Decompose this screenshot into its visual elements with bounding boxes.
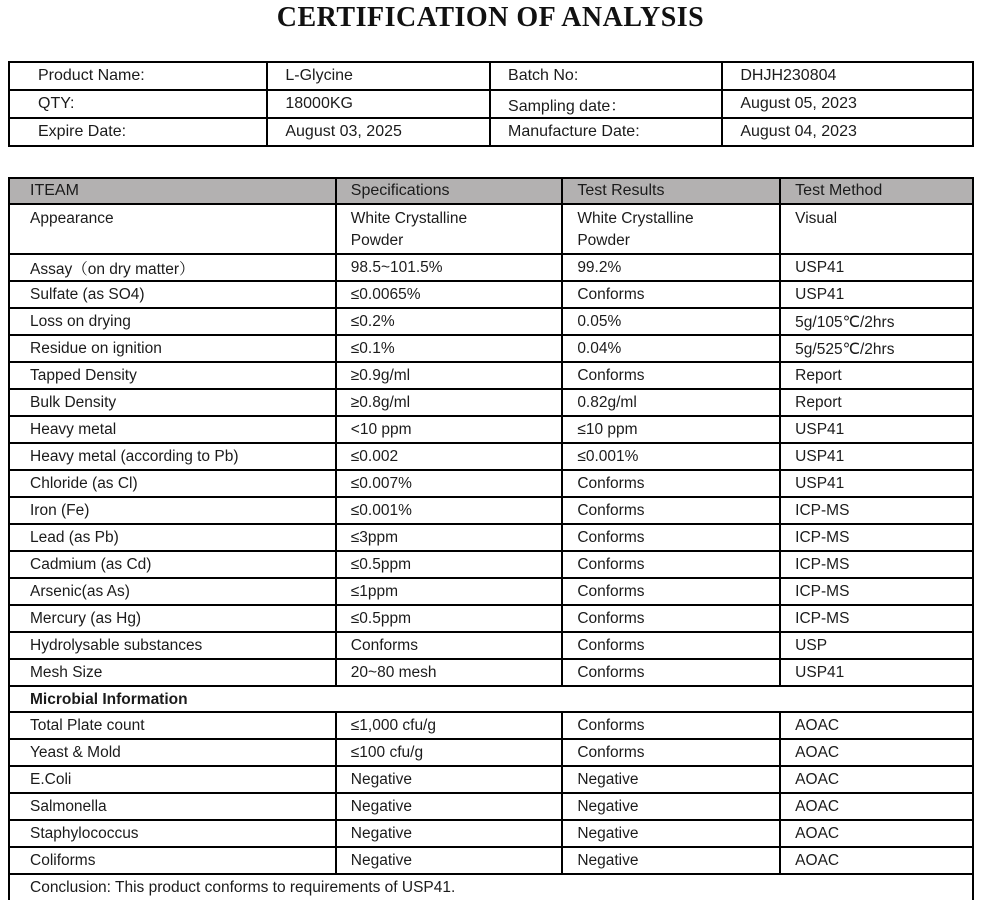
table-row xyxy=(9,578,973,605)
cell-method: USP41 xyxy=(780,659,973,686)
cell-item: Salmonella xyxy=(9,793,336,820)
info-label: Expire Date: xyxy=(9,118,267,146)
cell-method: AOAC xyxy=(780,820,973,847)
cell-method: Report xyxy=(780,362,973,389)
cell-result: 0.82g/ml xyxy=(562,389,780,416)
cell-item: Heavy metal (according to Pb) xyxy=(9,443,336,470)
cell-method: USP41 xyxy=(780,254,973,281)
info-value: L-Glycine xyxy=(267,62,490,90)
conclusion-text: Conclusion: This product conforms to requirements of USP41. xyxy=(9,874,973,900)
table-row xyxy=(9,524,973,551)
cell-result: Conforms xyxy=(562,632,780,659)
column-header-item: ITEAM xyxy=(9,178,336,204)
cell-spec: ≤0.5ppm xyxy=(336,605,563,632)
table-row xyxy=(9,443,973,470)
cell-result: Negative xyxy=(562,766,780,793)
table-row xyxy=(9,739,973,766)
cell-item: Bulk Density xyxy=(9,389,336,416)
cell-item: Mesh Size xyxy=(9,659,336,686)
cell-method: ICP-MS xyxy=(780,551,973,578)
info-value: August 03, 2025 xyxy=(267,118,490,146)
info-label: Product Name: xyxy=(9,62,267,90)
cell-spec: ≤0.2% xyxy=(336,308,563,335)
table-row xyxy=(9,335,973,362)
cell-item: Coliforms xyxy=(9,847,336,874)
cell-result: Conforms xyxy=(562,659,780,686)
table-row xyxy=(9,204,973,254)
cell-spec: ≤1ppm xyxy=(336,578,563,605)
cell-spec: 98.5~101.5% xyxy=(336,254,563,281)
cell-spec: ≤0.5ppm xyxy=(336,551,563,578)
cell-spec: Negative xyxy=(336,847,563,874)
cell-item: Yeast & Mold xyxy=(9,739,336,766)
cell-spec: ≤0.0065% xyxy=(336,281,563,308)
cell-item: Staphylococcus xyxy=(9,820,336,847)
cell-item: Tapped Density xyxy=(9,362,336,389)
table-row xyxy=(9,497,973,524)
table-row xyxy=(9,820,973,847)
cell-result: Conforms xyxy=(562,605,780,632)
cell-result: 99.2% xyxy=(562,254,780,281)
info-row xyxy=(9,118,973,146)
info-table xyxy=(8,61,974,147)
cell-result: Negative xyxy=(562,820,780,847)
cell-result: Conforms xyxy=(562,739,780,766)
cell-method: 5g/105℃/2hrs xyxy=(780,308,973,335)
cell-method: ICP-MS xyxy=(780,605,973,632)
cell-result: ≤0.001% xyxy=(562,443,780,470)
table-row xyxy=(9,847,973,874)
cell-result: Negative xyxy=(562,793,780,820)
cell-method: AOAC xyxy=(780,739,973,766)
info-label: QTY: xyxy=(9,90,267,118)
cell-method: ICP-MS xyxy=(780,524,973,551)
table-row xyxy=(9,362,973,389)
cell-method: ICP-MS xyxy=(780,578,973,605)
table-row xyxy=(9,470,973,497)
table-row xyxy=(9,793,973,820)
info-value: DHJH230804 xyxy=(722,62,973,90)
cell-method: 5g/525℃/2hrs xyxy=(780,335,973,362)
cell-spec: ≤0.002 xyxy=(336,443,563,470)
cell-item: Arsenic(as As) xyxy=(9,578,336,605)
cell-spec: ≥0.9g/ml xyxy=(336,362,563,389)
cell-item: Iron (Fe) xyxy=(9,497,336,524)
table-row xyxy=(9,766,973,793)
cell-spec: ≥0.8g/ml xyxy=(336,389,563,416)
cell-spec: ≤0.007% xyxy=(336,470,563,497)
cell-spec: 20~80 mesh xyxy=(336,659,563,686)
cell-spec: ≤3ppm xyxy=(336,524,563,551)
info-label: Batch No: xyxy=(490,62,722,90)
cell-result: 0.04% xyxy=(562,335,780,362)
cell-spec: ≤1,000 cfu/g xyxy=(336,712,563,739)
table-row xyxy=(9,712,973,739)
table-row xyxy=(9,281,973,308)
cell-item: Lead (as Pb) xyxy=(9,524,336,551)
cell-result: Conforms xyxy=(562,362,780,389)
cell-method: USP41 xyxy=(780,470,973,497)
cell-spec: Negative xyxy=(336,793,563,820)
analysis-table xyxy=(8,177,974,900)
cell-method: Visual xyxy=(780,204,973,254)
cell-result: Conforms xyxy=(562,497,780,524)
cell-result xyxy=(562,204,780,254)
cell-method: AOAC xyxy=(780,766,973,793)
cell-item: Heavy metal xyxy=(9,416,336,443)
cell-result: Negative xyxy=(562,847,780,874)
cell-method: USP41 xyxy=(780,281,973,308)
column-header-result: Test Results xyxy=(562,178,780,204)
cell-spec: Negative xyxy=(336,766,563,793)
cell-result: Conforms xyxy=(562,470,780,497)
info-row xyxy=(9,90,973,118)
cell-item: Sulfate (as SO4) xyxy=(9,281,336,308)
cell-item: Appearance xyxy=(9,204,336,254)
cell-spec: Conforms xyxy=(336,632,563,659)
table-row xyxy=(9,551,973,578)
conclusion-row xyxy=(9,874,973,900)
cell-method: ICP-MS xyxy=(780,497,973,524)
cell-spec-text: White Crystalline Powder xyxy=(350,210,468,249)
cell-result: Conforms xyxy=(562,524,780,551)
cell-item: Assay（on dry matter） xyxy=(9,254,336,281)
table-row xyxy=(9,254,973,281)
cell-method: AOAC xyxy=(780,712,973,739)
cell-item: Mercury (as Hg) xyxy=(9,605,336,632)
cell-result: Conforms xyxy=(562,551,780,578)
cell-method: Report xyxy=(780,389,973,416)
cell-spec xyxy=(336,204,563,254)
cell-method: AOAC xyxy=(780,793,973,820)
cell-item: Cadmium (as Cd) xyxy=(9,551,336,578)
cell-result-text: White Crystalline Powder xyxy=(577,210,694,249)
cell-result: 0.05% xyxy=(562,308,780,335)
cell-item: Chloride (as Cl) xyxy=(9,470,336,497)
info-value: August 04, 2023 xyxy=(722,118,973,146)
info-label: Sampling date： xyxy=(490,90,722,118)
info-value: August 05, 2023 xyxy=(722,90,973,118)
cell-result: Conforms xyxy=(562,578,780,605)
cell-item: Loss on drying xyxy=(9,308,336,335)
column-header-spec: Specifications xyxy=(336,178,563,204)
table-row xyxy=(9,632,973,659)
column-header-method: Test Method xyxy=(780,178,973,204)
cell-spec: Negative xyxy=(336,820,563,847)
cell-spec: <10 ppm xyxy=(336,416,563,443)
cell-item: Total Plate count xyxy=(9,712,336,739)
cell-spec: ≤100 cfu/g xyxy=(336,739,563,766)
table-row xyxy=(9,308,973,335)
table-row xyxy=(9,389,973,416)
cell-method: USP41 xyxy=(780,443,973,470)
table-row xyxy=(9,605,973,632)
cell-item: Residue on ignition xyxy=(9,335,336,362)
section-header: Microbial Information xyxy=(9,686,973,712)
analysis-header-row xyxy=(9,178,973,204)
cell-result: ≤10 ppm xyxy=(562,416,780,443)
table-row xyxy=(9,416,973,443)
cell-spec: ≤0.001% xyxy=(336,497,563,524)
info-value: 18000KG xyxy=(267,90,490,118)
info-label: Manufacture Date: xyxy=(490,118,722,146)
section-header-row xyxy=(9,686,973,712)
cell-spec: ≤0.1% xyxy=(336,335,563,362)
page-title: CERTIFICATION OF ANALYSIS xyxy=(276,2,705,33)
cell-method: AOAC xyxy=(780,847,973,874)
cell-method: USP41 xyxy=(780,416,973,443)
cell-item: E.Coli xyxy=(9,766,336,793)
cell-method: USP xyxy=(780,632,973,659)
table-row xyxy=(9,659,973,686)
cell-result: Conforms xyxy=(562,712,780,739)
cell-result: Conforms xyxy=(562,281,780,308)
info-row xyxy=(9,62,973,90)
cell-item: Hydrolysable substances xyxy=(9,632,336,659)
